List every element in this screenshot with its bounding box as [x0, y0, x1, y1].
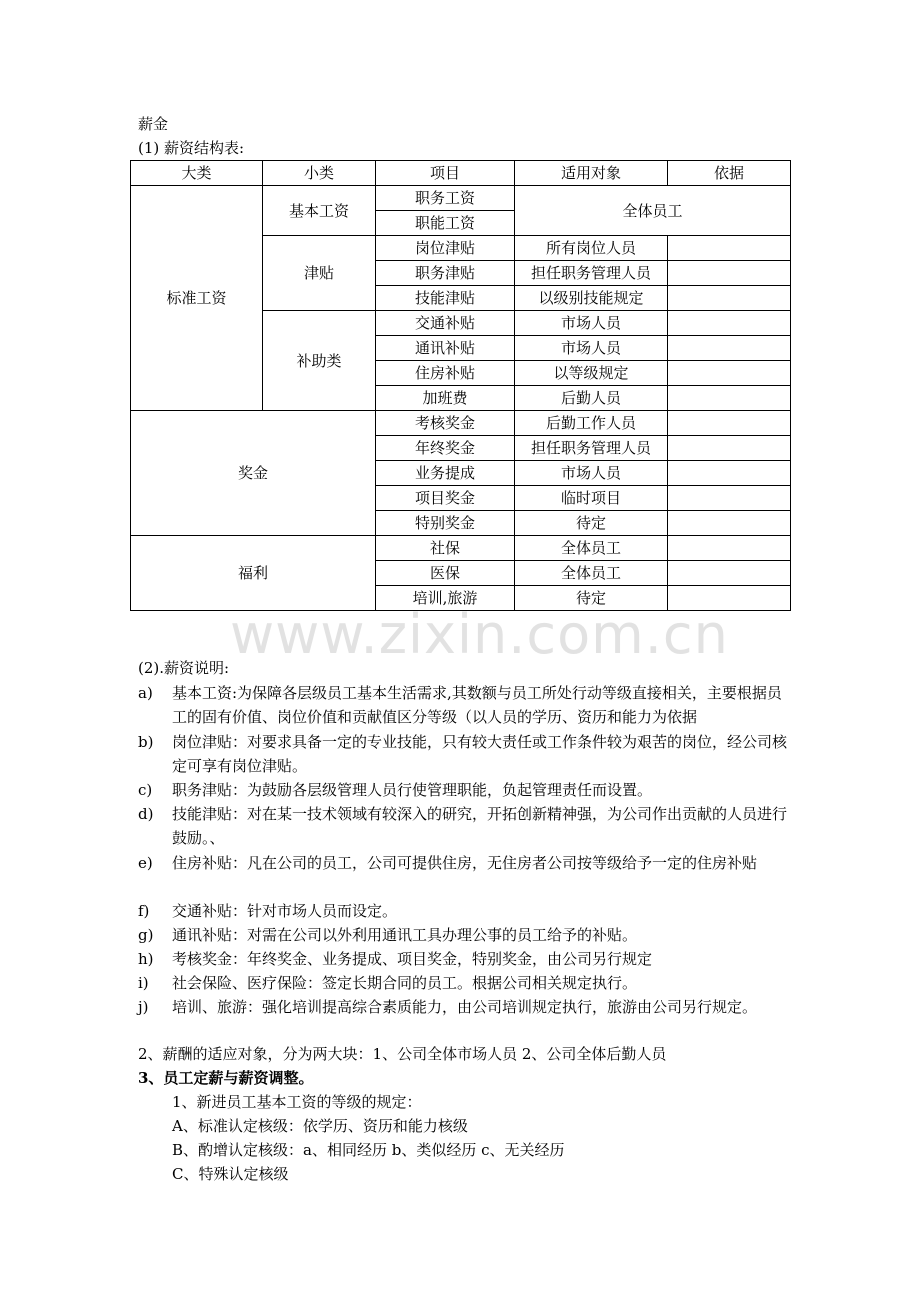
- basis-cell: [668, 286, 791, 311]
- target-cell: 以级别技能规定: [515, 286, 668, 311]
- note-item: [138, 995, 790, 1019]
- item-cell: 年终奖金: [376, 436, 515, 461]
- target-cell: 全体员工: [515, 561, 668, 586]
- salary-structure-table: [130, 160, 791, 611]
- note-text: 职务津贴：为鼓励各层级管理人员行使管理职能，负起管理责任而设置。: [172, 781, 653, 799]
- table-header-row: [131, 161, 791, 186]
- target-cell: 担任职务管理人员: [515, 436, 668, 461]
- note-marker: h): [138, 950, 154, 968]
- item-cell: 项目奖金: [376, 486, 515, 511]
- table-row: [131, 411, 791, 436]
- category-cell: 福利: [131, 536, 376, 611]
- item-cell: 岗位津贴: [376, 236, 515, 261]
- basis-cell: [668, 386, 791, 411]
- basis-cell: [668, 511, 791, 536]
- section-2-text: 2、薪酬的适应对象，分为两大块：1、公司全体市场人员 2、公司全体后勤人员: [138, 1045, 667, 1063]
- basis-cell: [668, 436, 791, 461]
- note-item: [138, 778, 790, 802]
- item-cell: 培训,旅游: [376, 586, 515, 611]
- item-cell: 通讯补贴: [376, 336, 515, 361]
- note-text: 基本工资:为保障各层级员工基本生活需求,其数额与员工所处行动等级直接相关，主要根据员工的固有价值、岗位价值和贡献值区分等级（以人员的学历、资历和能力为依据: [172, 684, 782, 726]
- target-cell: 所有岗位人员: [515, 236, 668, 261]
- target-cell: 后勤工作人员: [515, 411, 668, 436]
- header-cell: 适用对象: [515, 161, 668, 186]
- target-cell: 市场人员: [515, 461, 668, 486]
- note-text: 社会保险、医疗保险：签定长期合同的员工。根据公司相关规定执行。: [172, 974, 638, 992]
- basis-cell: [668, 486, 791, 511]
- section-3-line: 1、新进员工基本工资的等级的规定：: [172, 1093, 422, 1111]
- note-text: 考核奖金：年终奖金、业务提成、项目奖金，特别奖金，由公司另行规定: [172, 950, 653, 968]
- target-cell: 担任职务管理人员: [515, 261, 668, 286]
- item-cell: 职能工资: [376, 211, 515, 236]
- note-marker: b): [138, 733, 154, 751]
- note-item: [138, 899, 790, 923]
- note-marker: a): [138, 684, 153, 702]
- subcategory-cell: 补助类: [263, 311, 376, 411]
- basis-cell: [668, 361, 791, 386]
- target-cell: 临时项目: [515, 486, 668, 511]
- section-3-line: A、标准认定核级：依学历、资历和能力核级: [172, 1117, 468, 1135]
- basis-cell: [668, 311, 791, 336]
- target-cell: 待定: [515, 511, 668, 536]
- basis-cell: [668, 536, 791, 561]
- item-cell: 社保: [376, 536, 515, 561]
- header-cell: 小类: [263, 161, 376, 186]
- section-3-line: B、酌增认定核级：a、相同经历 b、类似经历 c、无关经历: [172, 1141, 565, 1159]
- note-marker: g): [138, 926, 154, 944]
- target-cell: 市场人员: [515, 311, 668, 336]
- section-3-line: C、特殊认定核级: [172, 1165, 289, 1183]
- target-cell: 待定: [515, 586, 668, 611]
- item-cell: 考核奖金: [376, 411, 515, 436]
- item-cell: 业务提成: [376, 461, 515, 486]
- note-text: 通讯补贴：对需在公司以外利用通讯工具办理公事的员工给予的补贴。: [172, 926, 638, 944]
- header-cell: 大类: [131, 161, 263, 186]
- note-item: [138, 971, 790, 995]
- note-text: 岗位津贴：对要求具备一定的专业技能，只有较大责任或工作条件较为艰苦的岗位，经公司核定可享有岗位津贴。: [172, 733, 788, 775]
- note-marker: d): [138, 805, 154, 823]
- note-marker: j): [138, 998, 149, 1016]
- item-cell: 特别奖金: [376, 511, 515, 536]
- table-caption: (1) 薪资结构表:: [138, 139, 245, 157]
- note-item: [138, 947, 790, 971]
- subcategory-cell: 基本工资: [263, 186, 376, 236]
- target-cell: 以等级规定: [515, 361, 668, 386]
- basis-cell: [668, 236, 791, 261]
- table-row: [131, 186, 791, 211]
- note-text: 住房补贴：凡在公司的员工，公司可提供住房，无住房者公司按等级给予一定的住房补贴: [172, 854, 758, 872]
- target-cell: 后勤人员: [515, 386, 668, 411]
- header-cell: 依据: [668, 161, 791, 186]
- subcategory-cell: 津贴: [263, 236, 376, 311]
- item-cell: 职务工资: [376, 186, 515, 211]
- category-cell: 标准工资: [131, 186, 263, 411]
- item-cell: 技能津贴: [376, 286, 515, 311]
- basis-cell: [668, 461, 791, 486]
- note-marker: c): [138, 781, 153, 799]
- note-item: [138, 730, 790, 778]
- target-cell: 全体员工: [515, 186, 791, 236]
- basis-cell: [668, 561, 791, 586]
- item-cell: 交通补贴: [376, 311, 515, 336]
- item-cell: 医保: [376, 561, 515, 586]
- target-cell: 全体员工: [515, 536, 668, 561]
- note-text: 培训、旅游：强化培训提高综合素质能力，由公司培训规定执行，旅游由公司另行规定。: [172, 998, 758, 1016]
- note-marker: e): [138, 854, 153, 872]
- basis-cell: [668, 411, 791, 436]
- basis-cell: [668, 336, 791, 361]
- note-text: 交通补贴：针对市场人员而设定。: [172, 902, 398, 920]
- note-marker: i): [138, 974, 149, 992]
- note-item: [138, 923, 790, 947]
- note-item: [138, 681, 790, 729]
- item-cell: 职务津贴: [376, 261, 515, 286]
- note-marker: f): [138, 902, 150, 920]
- target-cell: 市场人员: [515, 336, 668, 361]
- watermark-text: www.zixin.com.cn: [230, 603, 729, 666]
- item-cell: 加班费: [376, 386, 515, 411]
- category-cell: 奖金: [131, 411, 376, 536]
- section-3-heading: 3、员工定薪与薪资调整。: [138, 1069, 314, 1087]
- note-text: 技能津贴：对在某一技术领域有较深入的研究，开拓创新精神强，为公司作出贡献的人员进行鼓励。、: [172, 805, 788, 847]
- note-item: [138, 802, 790, 850]
- note-item: [138, 851, 790, 875]
- table-row: [131, 536, 791, 561]
- item-cell: 住房补贴: [376, 361, 515, 386]
- notes-heading: (2).薪资说明:: [138, 659, 230, 677]
- basis-cell: [668, 261, 791, 286]
- header-cell: 项目: [376, 161, 515, 186]
- doc-title: 薪金: [138, 115, 169, 133]
